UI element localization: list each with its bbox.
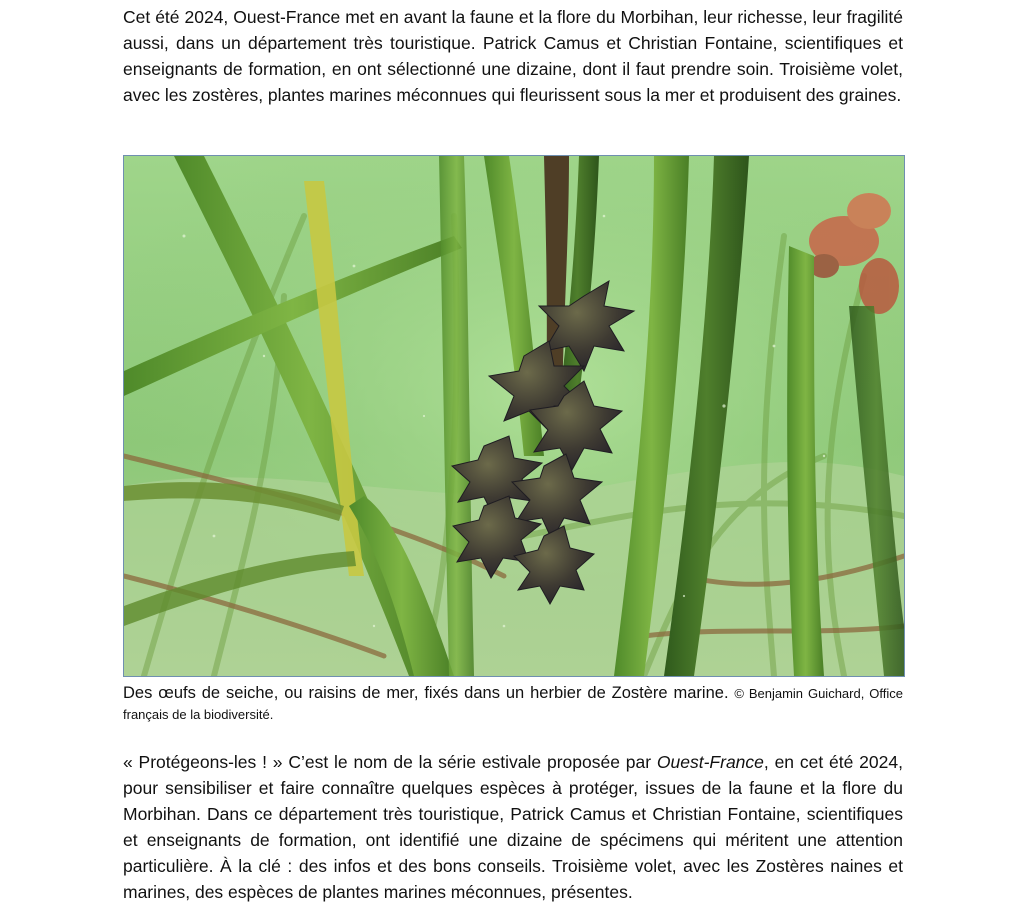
underwater-seagrass-illustration [124,156,904,676]
photo-credit: © Benjamin Guichard, Office français de la biodiversité. [123,686,903,722]
newspaper-name: Ouest-France [656,752,764,772]
body-paragraph [123,749,903,905]
caption-text: Des œufs de seiche, ou raisins de mer, fixés dans un herbier de Zostère marine. [123,684,729,702]
photo-caption [123,683,903,725]
intro-paragraph: Cet été 2024, Ouest-France met en avant la faune et la flore du Morbihan, leur richesse, leur fragilité aussi, dans un département très touristique. Patrick Camus et Christian Fontaine, scientifiques et enseignants de formation, en ont sélectionné une dizaine, dont il faut prendre soin. Troisième volet, avec les zostères, plantes marines méconnues qui fleurissent sous la mer et produisent des graines. [123,7,903,105]
body-text-part2: , en cet été 2024, pour sensibiliser et faire connaître quelques espèces à protéger, issues de la faune et la flore du Morbihan. Dans ce département très touristique, Patrick Camus et Christian Fontaine, scientifiques et enseignants de formation, ont identifié une dizaine de spécimens qui méritent une attention particulière. À la clé : des infos et des bons conseils. Troisième volet, avec les Zostères naines et marines, des espèces de plantes marines méconnues, présentes. [123,752,903,902]
seagrass-cuttlefish-eggs-photo [123,155,905,677]
body-text-part1: « Protégeons-les ! » C’est le nom de la série estivale proposée par [123,752,652,772]
